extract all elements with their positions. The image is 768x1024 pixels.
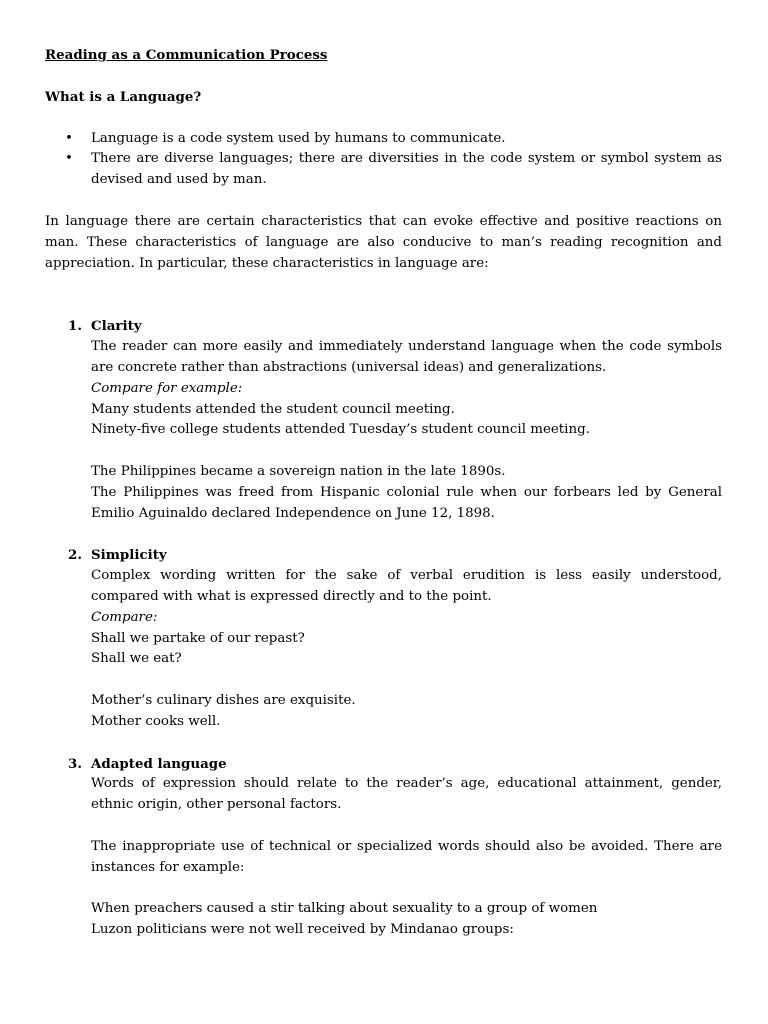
list-item-clarity (45, 316, 722, 524)
characteristics-list (45, 316, 722, 940)
example-line: The Philippines was freed from Hispanic colonial rule when our forbears led by General Emilio Aguinaldo declared Independence on June 12, 1898. (91, 484, 722, 521)
example-line: Shall we partake of our repast? (91, 630, 305, 646)
compare-label: Compare: (91, 609, 158, 625)
example-line: Many students attended the student council meeting. (91, 401, 455, 417)
example-line: Mother’s culinary dishes are exquisite. (91, 692, 356, 708)
item-number: 2. (68, 547, 82, 564)
item-description: Complex wording written for the sake of verbal erudition is less easily understood, compared with what is expressed directly and to the point. (91, 568, 722, 604)
list-item-simplicity (45, 545, 722, 732)
item-note: The inappropriate use of technical or specialized words should also be avoided. There are instances for example: (91, 838, 722, 875)
intro-paragraph: In language there are certain characteristics that can evoke effective and positive reactions on man. These characteristics of language are also conducive to man’s reading recognition and appreciation. In particular, these characteristics in language are: (45, 213, 722, 271)
list-item-adapted-language (45, 754, 722, 941)
document-page (45, 45, 722, 941)
example-line: Shall we eat? (91, 651, 182, 667)
example-line: The Philippines became a sovereign nation in the late 1890s. (91, 463, 506, 479)
bullet-dot-icon: • (65, 130, 73, 146)
spacer (91, 878, 722, 899)
bullet-text: There are diverse languages; there are diversities in the code system or symbol system as devised and used by man. (91, 151, 722, 188)
item-description: Words of expression should relate to the reader’s age, educational attainment, gender, ethnic origin, other personal factors. (91, 776, 722, 813)
item-description: The reader can more easily and immediately understand language when the code symbols are concrete rather than abstractions (universal ideas) and generalizations. (91, 339, 722, 375)
item-title: Clarity (91, 318, 142, 335)
bullet-list (45, 129, 722, 191)
item-number: 1. (68, 318, 82, 335)
example-line: When preachers caused a stir talking about sexuality to a group of women (91, 901, 598, 917)
bullet-text: Language is a code system used by humans to communicate. (91, 130, 506, 146)
item-number: 3. (68, 755, 82, 772)
example-line: Luzon politicians were not well received by Mindanao groups: (91, 921, 514, 937)
section-heading: What is a Language? (45, 88, 202, 105)
item-title: Adapted language (91, 755, 227, 772)
spacer (91, 441, 722, 462)
bullet-item (45, 129, 722, 150)
bullet-item (45, 149, 722, 191)
compare-label: Compare for example: (91, 380, 243, 396)
example-line: Ninety-five college students attended Tuesday’s student council meeting. (91, 422, 590, 438)
spacer (91, 816, 722, 837)
bullet-dot-icon: • (65, 151, 73, 167)
example-line: Mother cooks well. (91, 713, 221, 729)
spacer (91, 670, 722, 691)
document-title: Reading as a Communication Process (45, 47, 328, 63)
item-title: Simplicity (91, 547, 167, 564)
